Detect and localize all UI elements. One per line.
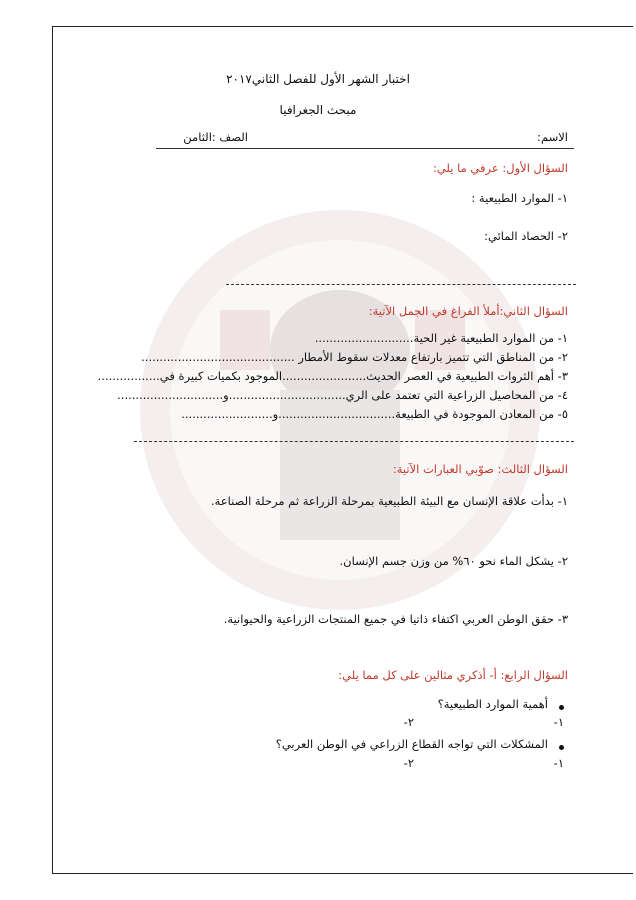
section-divider-1	[226, 284, 576, 285]
q4-bullet-1: أهمية الموارد الطبيعية؟	[437, 697, 548, 711]
grade-label: الصف :الثامن	[183, 130, 248, 144]
q1-heading: السؤال الأول: عرفي ما يلي:	[432, 161, 568, 175]
header-rule	[156, 148, 574, 149]
bullet-2	[559, 745, 564, 750]
q4-bullet-1-answer-1: ١-	[553, 715, 564, 729]
q2-item-4: ٤- من المحاصيل الزراعية التي تعتمد على الري................................و.............................	[117, 388, 568, 402]
section-divider-2	[134, 441, 574, 442]
subject-title: مبحث الجغرافيا	[279, 103, 357, 117]
q2-item-3: ٣- أهم الثروات الطبيعية في العصر الحديث.......................الموجود بكميات كبيرة في.................	[97, 369, 568, 383]
q2-item-2: ٢- من المناطق التي تتميز بارتفاع معدلات سقوط الأمطار ..........................................	[141, 350, 568, 364]
q1-item-2: ٢- الحصاد المائي:	[484, 229, 568, 243]
q3-item-3: ٣- حقق الوطن العربي اكتفاء ذاتيا في جميع المنتجات الزراعية والحيوانية.	[223, 612, 568, 626]
bullet-1	[559, 705, 564, 710]
q3-item-2: ٢- يشكل الماء نحو ٦٠% من وزن جسم الإنسان.	[339, 554, 568, 568]
q4-heading: السؤال الرابع: أ- أذكري مثالين على كل مما يلي:	[338, 668, 568, 682]
q2-heading: السؤال الثاني:أملأ الفراغ في الجمل الآتية:	[368, 304, 568, 318]
q3-heading: السؤال الثالث: صوّبي العبارات الآتية:	[392, 462, 568, 476]
q2-item-1: ١- من الموارد الطبيعية غير الحية...........................	[314, 331, 568, 345]
q4-bullet-2: المشكلات التي تواجه القطاع الزراعي في الوطن العربي؟	[275, 737, 548, 751]
q3-item-1: ١- بدأت علاقة الإنسان مع البيئة الطبيعية بمرحلة الزراعة ثم مرحلة الصناعة.	[210, 494, 568, 508]
q4-bullet-2-answer-2: ٢-	[403, 756, 414, 770]
q2-item-5: ٥- من المعادن الموجودة في الطبيعة................................و.........................	[181, 407, 568, 421]
q4-bullet-1-answer-2: ٢-	[403, 715, 414, 729]
q1-item-1: ١- الموارد الطبيعية :	[471, 191, 568, 205]
q4-bullet-2-answer-1: ١-	[553, 756, 564, 770]
exam-title: اختبار الشهر الأول للفصل الثاني٢٠١٧	[226, 72, 410, 86]
name-label: الاسم:	[537, 130, 568, 144]
